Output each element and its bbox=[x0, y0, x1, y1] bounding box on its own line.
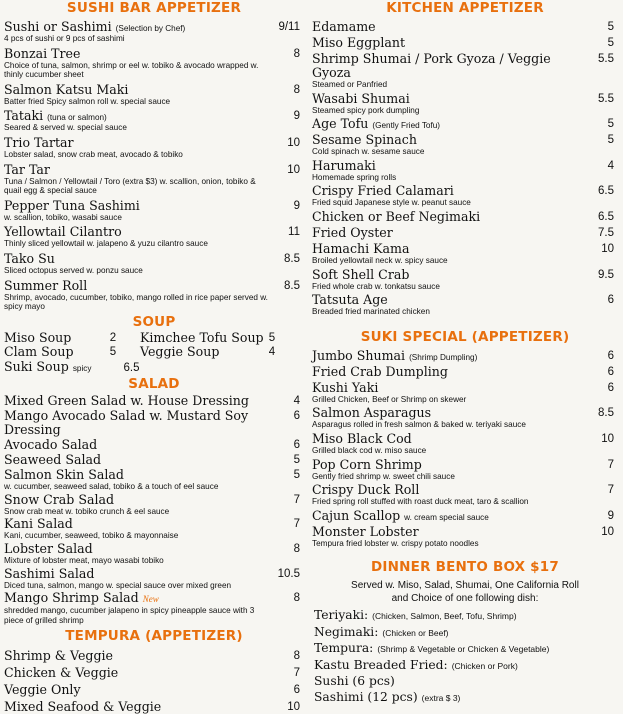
bento-section bbox=[312, 559, 618, 706]
menu-item-line bbox=[312, 509, 584, 523]
menu-item-name: Trio Tartar bbox=[4, 134, 74, 150]
menu-item-name: Avocado Salad bbox=[4, 437, 98, 453]
menu-item bbox=[312, 20, 618, 34]
menu-item-price: 6 bbox=[293, 439, 300, 452]
bento-option-label: Teriyaki: bbox=[314, 608, 369, 623]
menu-item bbox=[312, 184, 618, 208]
menu-item-price: 7.5 bbox=[598, 226, 614, 239]
menu-item-line bbox=[312, 210, 584, 224]
menu-item-price: 10 bbox=[601, 525, 614, 538]
menu-item bbox=[4, 409, 304, 437]
menu-item bbox=[312, 242, 618, 266]
menu-item-line bbox=[312, 293, 584, 307]
menu-item bbox=[312, 381, 618, 405]
menu-item bbox=[4, 136, 304, 160]
menu-item-line bbox=[4, 20, 270, 34]
menu-item-name: Yellowtail Cilantro bbox=[4, 224, 122, 240]
bento-option bbox=[312, 641, 618, 658]
menu-item-line bbox=[4, 394, 270, 408]
menu-item-desc: Sliced octopus served w. ponzu sauce bbox=[4, 265, 143, 275]
menu-item-name: Veggie Soup bbox=[140, 344, 220, 360]
menu-item-desc: Cold spinach w. sesame sauce bbox=[312, 147, 425, 157]
suki-soup-row bbox=[4, 360, 304, 376]
menu-item bbox=[4, 453, 304, 467]
menu-item bbox=[4, 199, 304, 223]
menu-item-line bbox=[312, 184, 584, 198]
menu-item bbox=[312, 117, 618, 131]
menu-item bbox=[4, 47, 304, 80]
menu-item bbox=[312, 210, 618, 224]
menu-item-name: Wasabi Shumai bbox=[312, 90, 410, 106]
menu-item-desc: Asparagus rolled in fresh salmon & baked w. teriyaki sauce bbox=[312, 420, 526, 430]
menu-item-price: 8.5 bbox=[598, 407, 614, 420]
menu-item bbox=[4, 517, 304, 541]
menu-item-name: Clam Soup bbox=[4, 344, 74, 360]
menu-item bbox=[4, 700, 304, 714]
menu-item-name: Sushi or Sashimi bbox=[4, 19, 112, 34]
menu-item bbox=[312, 509, 618, 523]
menu-item-price: 10 bbox=[287, 136, 300, 149]
menu-item bbox=[4, 225, 304, 249]
menu-item-desc: Steamed or Panfried bbox=[312, 80, 388, 89]
bento-option bbox=[312, 658, 618, 675]
menu-item-name: Kimchee Tofu Soup bbox=[140, 329, 264, 345]
menu-item bbox=[4, 279, 304, 312]
menu-item-price: 8.5 bbox=[284, 252, 300, 265]
menu-item-price: 10 bbox=[601, 242, 614, 255]
menu-item-line bbox=[4, 591, 270, 606]
menu-item-line bbox=[4, 542, 270, 556]
menu-item-name: Fried Oyster bbox=[312, 224, 393, 240]
section-title: TEMPURA (APPETIZER) bbox=[65, 628, 243, 645]
bento-option-label: Kastu Breaded Fried: bbox=[314, 657, 448, 672]
menu-item bbox=[312, 365, 618, 379]
menu-item-name: Mango Avocado Salad w. Mustard Soy Dressing bbox=[4, 408, 249, 438]
bento-option bbox=[312, 674, 618, 690]
menu-item-price: 7 bbox=[293, 493, 300, 506]
menu-item-price: 8.5 bbox=[284, 279, 300, 292]
menu-item-price: 7 bbox=[607, 458, 614, 471]
menu-item-price: 9.5 bbox=[598, 268, 614, 281]
sushi-bar-section bbox=[4, 0, 304, 312]
menu-item-price: 9 bbox=[293, 199, 300, 212]
bento-option-detail: (extra $ 3) bbox=[421, 692, 461, 703]
menu-item-line bbox=[312, 133, 584, 147]
menu-item-price: 5 bbox=[293, 454, 300, 467]
menu-item bbox=[312, 458, 618, 482]
menu-item-name: Edamame bbox=[312, 19, 376, 34]
menu-item-desc: Fried squid Japanese style w. peanut sauce bbox=[312, 198, 471, 208]
menu-item-price: 5 bbox=[607, 134, 614, 147]
bento-option bbox=[312, 608, 618, 625]
menu-item bbox=[4, 109, 304, 133]
new-badge: New bbox=[142, 594, 159, 605]
menu-item-price: 8 bbox=[293, 47, 300, 60]
menu-item-line bbox=[4, 409, 270, 437]
menu-item-desc: Thinly sliced yellowtail w. jalapeno & yuzu cilantro sauce bbox=[4, 239, 208, 249]
menu-item-line bbox=[4, 683, 270, 697]
menu-item-name: Kani Salad bbox=[4, 516, 73, 532]
menu-item-desc: Broiled yellowtail neck w. spicy sauce bbox=[312, 255, 448, 265]
menu-item bbox=[4, 163, 304, 196]
menu-item-price: 5 bbox=[109, 346, 117, 359]
menu-item-line bbox=[312, 365, 584, 379]
menu-item-price: 6 bbox=[293, 410, 300, 423]
menu-item-price: 8 bbox=[293, 650, 300, 663]
menu-item bbox=[4, 20, 304, 44]
bento-option-detail: (Chicken or Beef) bbox=[382, 627, 449, 638]
menu-item-desc: Choice of tuna, salmon, shrimp or eel w. tobiko & avocado wrapped w. thinly cucumber sheet bbox=[4, 60, 259, 80]
menu-item-price: 5 bbox=[293, 469, 300, 482]
menu-item-line bbox=[312, 432, 584, 446]
menu-item-name: Soft Shell Crab bbox=[312, 266, 410, 282]
menu-item-name: Crispy Fried Calamari bbox=[312, 183, 454, 199]
bento-option-detail: (Chicken, Salmon, Beef, Tofu, Shrimp) bbox=[372, 611, 517, 622]
menu-item-name: Monster Lobster bbox=[312, 523, 419, 539]
menu-item-price: 4 bbox=[607, 159, 614, 172]
menu-item-price: 5 bbox=[268, 331, 276, 344]
menu-item-line bbox=[312, 92, 584, 106]
menu-item-line bbox=[312, 226, 584, 240]
bento-option bbox=[312, 690, 618, 707]
menu-item-price: 6.5 bbox=[123, 361, 140, 374]
menu-item-name: Cajun Scallop bbox=[312, 507, 401, 523]
menu-item-desc: Grilled black cod w. miso sauce bbox=[312, 445, 427, 455]
menu-item-line bbox=[312, 159, 584, 173]
menu-item bbox=[4, 83, 304, 107]
menu-item bbox=[4, 493, 304, 517]
menu-item bbox=[4, 252, 304, 276]
menu-item bbox=[312, 92, 618, 116]
menu-item-desc: Batter fried Spicy salmon roll w. special sauce bbox=[4, 96, 171, 106]
menu-item-line bbox=[4, 468, 270, 482]
menu-item-price: 9/11 bbox=[278, 21, 300, 33]
menu-item-desc: Fried spring roll stuffed with roast duck meat, taro & scallion bbox=[312, 497, 529, 507]
menu-item-price: 10.5 bbox=[277, 567, 300, 580]
menu-item bbox=[312, 432, 618, 456]
bento-option-label: Negimaki: bbox=[314, 624, 379, 639]
menu-item-note: spicy bbox=[72, 363, 92, 373]
menu-item-name: Suki Soup bbox=[4, 358, 69, 374]
menu-item-name: Mango Shrimp Salad bbox=[4, 590, 139, 606]
menu-item-line bbox=[4, 438, 270, 452]
menu-item-name: Miso Soup bbox=[4, 329, 72, 345]
menu-item-name: Bonzai Tree bbox=[4, 45, 81, 61]
menu-item bbox=[312, 525, 618, 549]
menu-item bbox=[312, 52, 618, 90]
menu-item-name: Shrimp Shumai / Pork Gyoza / Veggie Gyoza bbox=[312, 51, 551, 80]
bento-option-label: Sushi (6 pcs) bbox=[314, 674, 395, 689]
menu-item-price: 5.5 bbox=[598, 92, 614, 105]
menu-item bbox=[312, 268, 618, 292]
menu-item-name: Tataki bbox=[4, 108, 44, 124]
menu-item-name: Tar Tar bbox=[4, 161, 50, 177]
menu-item-name: Summer Roll bbox=[4, 277, 88, 293]
menu-item-price: 5 bbox=[607, 21, 614, 33]
menu-item-line bbox=[312, 406, 584, 420]
menu-item-name: Shrimp & Veggie bbox=[4, 648, 114, 664]
menu-item-name: Salmon Katsu Maki bbox=[4, 81, 129, 97]
menu-item-name: Hamachi Kama bbox=[312, 240, 410, 256]
menu-item-line bbox=[312, 20, 584, 34]
menu-item-note: (tuna or salmon) bbox=[47, 113, 107, 123]
menu-item bbox=[4, 468, 304, 492]
menu-item-desc: Grilled Chicken, Beef or Shrimp on skewer bbox=[312, 394, 467, 404]
menu-item-desc: Gently fried shrimp w. sweet chili sauce bbox=[312, 471, 455, 481]
menu-item-desc: Shrimp, avocado, cucumber, tobiko, mango rolled in rice paper served w. spicy mayo bbox=[4, 292, 268, 312]
menu-item-name: Age Tofu bbox=[312, 116, 369, 132]
section-title: KITCHEN APPETIZER bbox=[386, 0, 544, 16]
menu-item-desc: Tempura fried lobster w. crispy potato noodles bbox=[312, 538, 479, 548]
menu-item-line bbox=[312, 36, 584, 50]
menu-item-price: 7 bbox=[293, 518, 300, 531]
menu-item-price: 8 bbox=[293, 83, 300, 96]
menu-item bbox=[4, 567, 304, 591]
salad-section bbox=[4, 376, 304, 625]
menu-item-desc: Kani, cucumber, seaweed, tobiko & mayonnaise bbox=[4, 531, 179, 541]
menu-item-name: Miso Black Cod bbox=[312, 430, 412, 446]
menu-item-price: 6 bbox=[607, 294, 614, 307]
menu-item-name: Chicken or Beef Negimaki bbox=[312, 208, 481, 224]
menu-item-line bbox=[4, 453, 270, 467]
menu-item-name: Sesame Spinach bbox=[312, 132, 417, 148]
menu-item-name: Mixed Seafood & Veggie bbox=[4, 699, 162, 714]
bento-option-detail: (Shrimp & Vegetable or Chicken & Vegetable) bbox=[377, 644, 550, 655]
menu-item-line bbox=[312, 483, 584, 497]
menu-item bbox=[4, 542, 304, 566]
menu-item-name: Pepper Tuna Sashimi bbox=[4, 197, 140, 213]
menu-item-desc: w. scallion, tobiko, wasabi sauce bbox=[4, 212, 122, 222]
soup-grid bbox=[4, 331, 304, 360]
menu-item-desc: Fried whole crab w. tonkatsu sauce bbox=[312, 281, 440, 291]
menu-item-price: 5 bbox=[607, 37, 614, 49]
menu-item bbox=[312, 226, 618, 240]
menu-item-name: Lobster Salad bbox=[4, 541, 93, 556]
menu-item-note: (Gently Fried Tofu) bbox=[372, 121, 441, 131]
menu-item-name: Seaweed Salad bbox=[4, 452, 102, 468]
soup-section bbox=[4, 314, 304, 376]
menu-item-desc: 4 pcs of sushi or 9 pcs of sashimi bbox=[4, 34, 125, 43]
menu-item-desc: Steamed spicy pork dumpling bbox=[312, 105, 420, 115]
menu-item bbox=[4, 591, 304, 625]
menu-item-name: Tatsuta Age bbox=[312, 292, 388, 308]
menu-item-desc: Diced tuna, salmon, mango w. special sauce over mixed green bbox=[4, 580, 232, 590]
menu-item-name: Fried Crab Dumpling bbox=[312, 363, 448, 379]
section-title: SOUP bbox=[132, 313, 176, 330]
menu-item-name: Crispy Duck Roll bbox=[312, 482, 420, 498]
menu-item-name: Pop Corn Shrimp bbox=[312, 456, 422, 472]
menu-item-desc: Breaded fried marinated chicken bbox=[312, 307, 430, 317]
menu-item-name: Mixed Green Salad w. House Dressing bbox=[4, 393, 249, 409]
menu-item-name: Salmon Skin Salad bbox=[4, 467, 124, 483]
bento-intro: Served w. Miso, Salad, Shumai, One California Roll bbox=[351, 580, 579, 592]
section-title: SUKI SPECIAL (APPETIZER) bbox=[360, 328, 570, 345]
menu-item-line bbox=[4, 567, 270, 581]
menu-item-name: Jumbo Shumai bbox=[312, 347, 406, 363]
menu-item-price: 8 bbox=[293, 543, 300, 555]
menu-item-desc: Homemade spring rolls bbox=[312, 172, 397, 182]
menu-item bbox=[312, 349, 618, 363]
section-title: SUSHI BAR APPETIZER bbox=[66, 0, 242, 16]
bento-option-label: Sashimi (12 pcs) bbox=[314, 689, 418, 704]
menu-item-line bbox=[312, 458, 584, 472]
menu-item bbox=[4, 394, 304, 408]
menu-item-name: Tako Su bbox=[4, 250, 55, 266]
menu-item-desc: Snow crab meat w. tobiko crunch & eel sauce bbox=[4, 506, 170, 516]
menu-item bbox=[312, 159, 618, 183]
menu-item-line bbox=[312, 381, 584, 395]
right-column bbox=[312, 0, 618, 706]
menu-item-line bbox=[312, 525, 584, 539]
menu-item-price: 4 bbox=[268, 346, 276, 359]
menu-item-name: Miso Eggplant bbox=[312, 35, 406, 50]
menu-item-line bbox=[4, 199, 270, 213]
menu-item-price: 2 bbox=[109, 331, 117, 344]
menu-item bbox=[4, 683, 304, 697]
menu-item-line bbox=[4, 136, 270, 150]
menu-item-price: 6 bbox=[607, 381, 614, 394]
menu-item-line bbox=[312, 242, 584, 256]
menu-item bbox=[312, 36, 618, 50]
menu-item-desc: w. cucumber, seaweed salad, tobiko & a touch of eel sauce bbox=[4, 482, 219, 492]
menu-item bbox=[4, 666, 304, 680]
bento-option-detail: (Chicken or Pork) bbox=[451, 660, 518, 671]
menu-item-price: 6 bbox=[607, 365, 614, 378]
menu-item-line bbox=[4, 700, 270, 714]
menu-item-line bbox=[312, 52, 584, 80]
menu-item-desc: Lobster salad, snow crab meat, avocado & tobiko bbox=[4, 149, 183, 159]
menu-item-name: Harumaki bbox=[312, 157, 376, 173]
menu-item-price: 9 bbox=[607, 509, 614, 522]
menu-item-price: 10 bbox=[287, 701, 300, 714]
menu-item-desc: Mixture of lobster meat, mayo wasabi tobiko bbox=[4, 556, 164, 565]
menu-item-line bbox=[312, 117, 584, 131]
menu-item-line bbox=[4, 252, 270, 266]
menu-item-price: 10 bbox=[601, 432, 614, 445]
bento-intro: and Choice of one following dish: bbox=[391, 593, 539, 605]
suki-special-section bbox=[312, 329, 618, 549]
menu-item-price: 5 bbox=[607, 118, 614, 131]
menu-item-price: 7 bbox=[607, 484, 614, 497]
menu-item-line bbox=[4, 493, 270, 507]
menu-item-line bbox=[4, 225, 270, 239]
menu-item-desc: Tuna / Salmon / Yellowtail / Toro (extra $3) w. scallion, onion, tobiko & quail egg & special sauce bbox=[4, 176, 256, 196]
menu-item-price: 7 bbox=[293, 667, 300, 680]
menu-item-name: Salmon Asparagus bbox=[312, 405, 432, 421]
menu-item-price: 4 bbox=[293, 395, 300, 408]
menu-item bbox=[4, 649, 304, 663]
menu-item-price: 9 bbox=[293, 110, 300, 123]
menu-item-price: 6 bbox=[607, 349, 614, 362]
menu-item-price: 11 bbox=[288, 226, 300, 239]
menu-item-line bbox=[4, 666, 270, 680]
menu-item-note: (Shrimp Dumpling) bbox=[409, 352, 478, 362]
menu-item-desc: shredded mango, cucumber jalapeno in spicy pineapple sauce with 3 piece of grilled shrimp bbox=[4, 606, 255, 625]
menu-item-price: 6.5 bbox=[598, 185, 614, 198]
menu-item-price: 10 bbox=[287, 163, 300, 176]
menu-item-line bbox=[4, 109, 270, 123]
menu-item-line bbox=[4, 83, 270, 97]
menu-item bbox=[312, 483, 618, 507]
menu-item-line bbox=[312, 268, 584, 282]
menu-item-price: 6.5 bbox=[598, 210, 614, 223]
menu-item-line bbox=[4, 517, 270, 531]
section-title: DINNER BENTO BOX $17 bbox=[371, 559, 559, 576]
section-title: SALAD bbox=[128, 376, 180, 393]
kitchen-section bbox=[312, 0, 618, 317]
menu-item-name: Snow Crab Salad bbox=[4, 491, 115, 507]
bento-option-label: Tempura: bbox=[314, 641, 374, 656]
menu-item-name: Kushi Yaki bbox=[312, 379, 379, 395]
menu-item-note: w. cream special sauce bbox=[404, 512, 489, 522]
menu-item-name: Chicken & Veggie bbox=[4, 665, 119, 681]
menu-item-line bbox=[4, 163, 270, 177]
tempura-section bbox=[4, 628, 304, 714]
menu-item-price: 6 bbox=[293, 684, 300, 697]
menu-item-name: Sashimi Salad bbox=[4, 565, 95, 581]
menu-item-note: (Selection by Chef) bbox=[115, 24, 186, 33]
left-column bbox=[4, 0, 304, 714]
menu-item-name: Veggie Only bbox=[4, 682, 81, 698]
menu-item-line bbox=[4, 47, 270, 61]
menu-item bbox=[312, 293, 618, 317]
menu-item bbox=[312, 133, 618, 157]
menu-item-line bbox=[312, 349, 584, 363]
menu-item-line bbox=[4, 649, 270, 663]
menu-item bbox=[312, 406, 618, 430]
menu-item-price: 5.5 bbox=[598, 53, 614, 65]
menu-item-line bbox=[4, 279, 270, 293]
menu-item bbox=[4, 438, 304, 452]
menu-item-desc: Seared & served w. special sauce bbox=[4, 123, 127, 133]
bento-option bbox=[312, 625, 618, 642]
menu-item-price: 8 bbox=[293, 592, 300, 605]
